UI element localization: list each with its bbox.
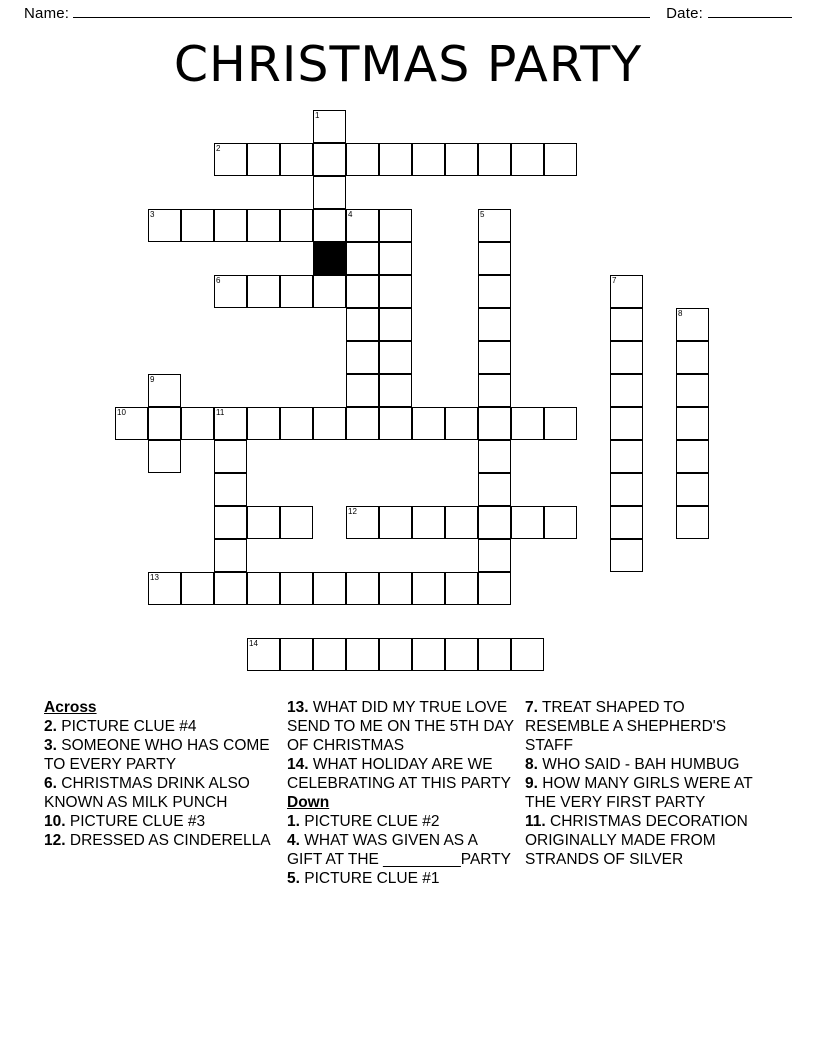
grid-cell[interactable] <box>544 506 577 539</box>
clue-text: WHO SAID - BAH HUMBUG <box>537 756 740 773</box>
grid-cell[interactable] <box>445 572 478 605</box>
grid-cell[interactable] <box>478 440 511 473</box>
grid-cell[interactable] <box>313 209 346 242</box>
clue-text: SOMEONE WHO HAS COME TO EVERY PARTY <box>44 737 270 773</box>
grid-cell-number: 12 <box>348 507 357 516</box>
grid-cell[interactable] <box>346 341 379 374</box>
grid-cell[interactable] <box>610 473 643 506</box>
grid-cell[interactable] <box>478 506 511 539</box>
clue-text: DRESSED AS CINDERELLA <box>65 832 271 849</box>
grid-cell[interactable] <box>478 143 511 176</box>
clue-item <box>287 812 515 831</box>
clue-text: TREAT SHAPED TO RESEMBLE A SHEPHERD'S STAFF <box>525 699 727 754</box>
grid-cell[interactable] <box>214 572 247 605</box>
clue-text: PICTURE CLUE #4 <box>56 718 197 735</box>
clue-item <box>44 717 277 736</box>
grid-cell[interactable] <box>445 407 478 440</box>
grid-cell[interactable] <box>214 539 247 572</box>
grid-cell[interactable] <box>214 143 247 176</box>
clue-column-2 <box>287 698 525 888</box>
grid-cell[interactable] <box>511 638 544 671</box>
clue-number: 10. <box>44 813 66 830</box>
clue-text: WHAT HOLIDAY ARE WE CELEBRATING AT THIS PARTY <box>287 756 511 792</box>
grid-cell-number: 4 <box>348 210 353 219</box>
grid-cell-number: 10 <box>117 408 126 417</box>
grid-cell[interactable] <box>610 407 643 440</box>
clue-text: WHAT DID MY TRUE LOVE SEND TO ME ON THE 5TH DAY OF CHRISTMAS <box>287 699 514 754</box>
grid-cell[interactable] <box>379 341 412 374</box>
clue-number: 4. <box>287 832 300 849</box>
grid-cell[interactable] <box>676 506 709 539</box>
grid-cell[interactable] <box>412 572 445 605</box>
clue-text: WHAT WAS GIVEN AS A GIFT AT THE _________PARTY <box>287 832 512 868</box>
grid-cell-number: 9 <box>150 375 155 384</box>
grid-cell[interactable] <box>214 275 247 308</box>
date-label: Date: <box>666 5 703 22</box>
clue-item <box>44 831 277 850</box>
grid-block-cell <box>313 242 346 275</box>
grid-cell[interactable] <box>148 374 181 407</box>
grid-cell[interactable] <box>511 143 544 176</box>
grid-cell[interactable] <box>478 374 511 407</box>
grid-cell[interactable] <box>313 275 346 308</box>
grid-cell[interactable] <box>313 638 346 671</box>
grid-cell[interactable] <box>478 242 511 275</box>
grid-cell[interactable] <box>280 638 313 671</box>
clue-number: 7. <box>525 699 538 716</box>
grid-cell[interactable] <box>676 308 709 341</box>
clue-text: CHRISTMAS DECORATION ORIGINALLY MADE FROM STRANDS OF SILVER <box>525 813 748 868</box>
grid-cell[interactable] <box>280 572 313 605</box>
clue-number: 2. <box>44 718 57 735</box>
grid-cell[interactable] <box>280 275 313 308</box>
grid-cell[interactable] <box>379 572 412 605</box>
grid-cell[interactable] <box>610 506 643 539</box>
grid-cell[interactable] <box>412 407 445 440</box>
grid-cell[interactable] <box>346 506 379 539</box>
clue-item <box>525 698 755 755</box>
grid-cell[interactable] <box>214 473 247 506</box>
grid-cell[interactable] <box>379 143 412 176</box>
grid-cell[interactable] <box>478 275 511 308</box>
grid-cell-number: 7 <box>612 276 617 285</box>
grid-cell[interactable] <box>511 407 544 440</box>
grid-cell-number: 1 <box>315 111 320 120</box>
grid-cell[interactable] <box>313 143 346 176</box>
clue-number: 6. <box>44 775 57 792</box>
clue-text: PICTURE CLUE #1 <box>299 870 440 887</box>
clue-text: HOW MANY GIRLS WERE AT THE VERY FIRST PARTY <box>525 775 753 811</box>
grid-cell[interactable] <box>214 440 247 473</box>
grid-cell[interactable] <box>346 308 379 341</box>
clue-item <box>44 812 277 831</box>
grid-cell[interactable] <box>610 308 643 341</box>
clue-number: 11. <box>525 813 546 830</box>
clue-number: 14. <box>287 756 309 773</box>
grid-cell[interactable] <box>181 407 214 440</box>
grid-cell-number: 2 <box>216 144 221 153</box>
grid-cell[interactable] <box>346 275 379 308</box>
grid-cell[interactable] <box>247 275 280 308</box>
grid-cell-number: 14 <box>249 639 258 648</box>
grid-cell[interactable] <box>544 407 577 440</box>
grid-cell[interactable] <box>379 407 412 440</box>
clue-item <box>525 774 755 812</box>
clue-item <box>287 698 515 755</box>
grid-cell[interactable] <box>346 572 379 605</box>
grid-cell[interactable] <box>214 506 247 539</box>
grid-cell[interactable] <box>247 638 280 671</box>
grid-cell[interactable] <box>148 440 181 473</box>
clue-item <box>525 812 755 869</box>
grid-cell[interactable] <box>478 407 511 440</box>
grid-cell[interactable] <box>610 539 643 572</box>
grid-cell[interactable] <box>511 506 544 539</box>
grid-cell[interactable] <box>247 506 280 539</box>
grid-cell[interactable] <box>412 506 445 539</box>
grid-cell[interactable] <box>610 275 643 308</box>
grid-cell[interactable] <box>346 242 379 275</box>
grid-cell[interactable] <box>478 539 511 572</box>
grid-cell[interactable] <box>280 143 313 176</box>
grid-cell[interactable] <box>313 176 346 209</box>
grid-cell[interactable] <box>115 407 148 440</box>
clue-item <box>287 869 515 888</box>
grid-cell[interactable] <box>478 572 511 605</box>
grid-cell[interactable] <box>478 473 511 506</box>
grid-cell[interactable] <box>379 209 412 242</box>
grid-cell[interactable] <box>214 407 247 440</box>
grid-cell[interactable] <box>676 407 709 440</box>
grid-cell[interactable] <box>610 440 643 473</box>
grid-cell[interactable] <box>313 407 346 440</box>
grid-cell[interactable] <box>610 374 643 407</box>
clue-number: 3. <box>44 737 57 754</box>
grid-cell[interactable] <box>445 506 478 539</box>
grid-cell[interactable] <box>247 572 280 605</box>
clue-text: PICTURE CLUE #3 <box>65 813 206 830</box>
grid-cell[interactable] <box>346 638 379 671</box>
grid-cell[interactable] <box>412 143 445 176</box>
clue-column-3 <box>525 698 765 888</box>
clue-item <box>287 831 515 869</box>
grid-cell[interactable] <box>478 209 511 242</box>
grid-cell[interactable] <box>478 638 511 671</box>
grid-cell[interactable] <box>214 209 247 242</box>
grid-cell-number: 13 <box>150 573 159 582</box>
grid-cell-number: 3 <box>150 210 155 219</box>
clue-number: 12. <box>44 832 66 849</box>
grid-cell[interactable] <box>379 506 412 539</box>
clue-item <box>287 755 515 793</box>
grid-cell[interactable] <box>379 638 412 671</box>
grid-cell[interactable] <box>148 209 181 242</box>
grid-cell[interactable] <box>478 341 511 374</box>
grid-cell[interactable] <box>346 407 379 440</box>
grid-cell[interactable] <box>379 374 412 407</box>
grid-cell-number: 6 <box>216 276 221 285</box>
grid-cell[interactable] <box>280 209 313 242</box>
down-heading: Down <box>287 794 330 811</box>
clue-item <box>525 755 755 774</box>
grid-cell[interactable] <box>346 374 379 407</box>
clue-number: 1. <box>287 813 300 830</box>
grid-cell[interactable] <box>544 143 577 176</box>
across-heading: Across <box>44 699 97 716</box>
clue-number: 8. <box>525 756 538 773</box>
clue-item <box>44 774 277 812</box>
clue-number: 9. <box>525 775 538 792</box>
grid-cell[interactable] <box>445 143 478 176</box>
grid-cell[interactable] <box>148 572 181 605</box>
grid-cell-number: 11 <box>216 408 225 417</box>
clues-section <box>44 698 774 888</box>
grid-cell[interactable] <box>379 308 412 341</box>
grid-cell-number: 5 <box>480 210 485 219</box>
clue-text: PICTURE CLUE #2 <box>299 813 440 830</box>
grid-cell[interactable] <box>412 638 445 671</box>
clue-number: 5. <box>287 870 300 887</box>
grid-cell[interactable] <box>181 209 214 242</box>
name-label: Name: <box>24 5 70 22</box>
clue-item <box>44 736 277 774</box>
grid-cell[interactable] <box>247 407 280 440</box>
grid-cell[interactable] <box>346 209 379 242</box>
grid-cell[interactable] <box>610 341 643 374</box>
grid-cell[interactable] <box>313 110 346 143</box>
grid-cell[interactable] <box>247 209 280 242</box>
grid-cell[interactable] <box>676 341 709 374</box>
clue-text: CHRISTMAS DRINK ALSO KNOWN AS MILK PUNCH <box>44 775 250 811</box>
clue-column-1 <box>44 698 287 888</box>
grid-cell[interactable] <box>280 506 313 539</box>
grid-cell[interactable] <box>148 407 181 440</box>
grid-cell-number: 8 <box>678 309 683 318</box>
grid-cell[interactable] <box>379 275 412 308</box>
grid-cell[interactable] <box>181 572 214 605</box>
grid-cell[interactable] <box>445 638 478 671</box>
grid-cell[interactable] <box>247 143 280 176</box>
grid-cell[interactable] <box>676 473 709 506</box>
grid-cell[interactable] <box>676 374 709 407</box>
grid-cell[interactable] <box>379 242 412 275</box>
clue-number: 13. <box>287 699 309 716</box>
grid-cell[interactable] <box>478 308 511 341</box>
grid-cell[interactable] <box>346 143 379 176</box>
grid-cell[interactable] <box>313 572 346 605</box>
page-title: CHRISTMAS PARTY <box>173 36 643 93</box>
grid-cell[interactable] <box>280 407 313 440</box>
grid-cell[interactable] <box>676 440 709 473</box>
